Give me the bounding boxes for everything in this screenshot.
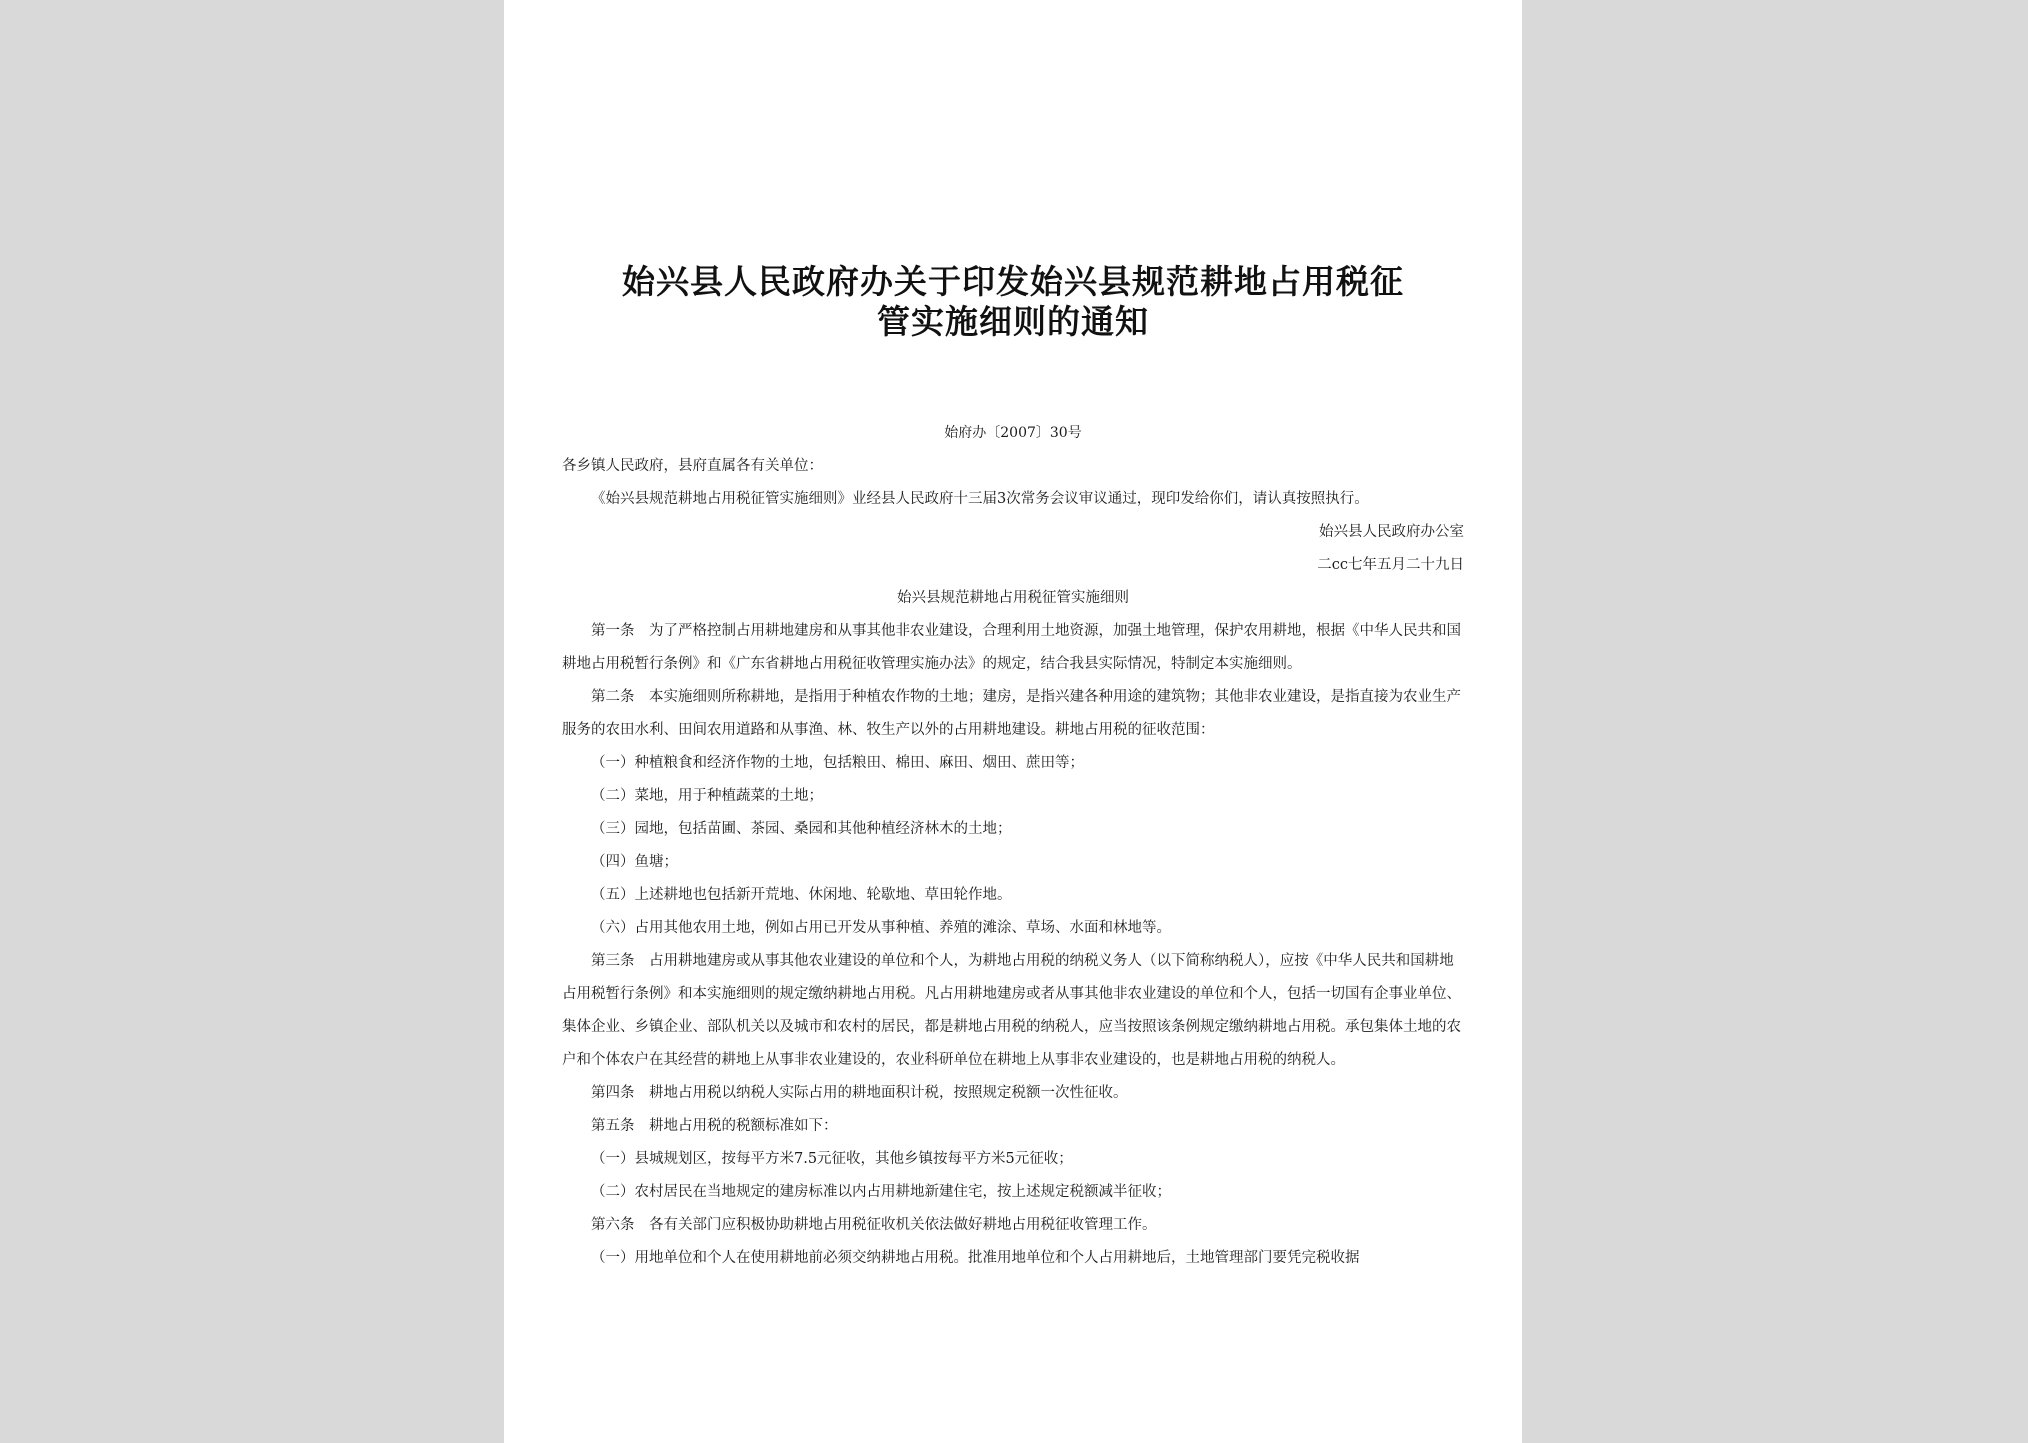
list-item: （三）园地，包括苗圃、茶园、桑园和其他种植经济林木的土地； xyxy=(591,821,1012,837)
list-item: （六）占用其他农用土地，例如占用已开发从事种植、养殖的滩涂、草场、水面和林地等。 xyxy=(591,920,1171,936)
article-paragraph: 第三条 占用耕地建房或从事其他农业建设的单位和个人，为耕地占用税的纳税义务人（以下简称纳税人），应按《中华人民共和国耕地占用税暂行条例》和本实施细则的规定缴纳耕地占用税。凡占用耕地建房或者从事其他非农业建设的单位和个人，包括一切国有企事业单位、集体企业、乡镇企业、部队机关以及城市和农村的居民，都是耕地占用税的纳税人，应当按照该条例规定缴纳耕地占用税。承包集体土地的农户和个体农户在其经营的耕地上从事非农业建设的，农业科研单位在耕地上从事非农业建设的，也是耕地占用税的纳税人。 xyxy=(562,953,1461,1068)
sub-title: 始兴县规范耕地占用税征管实施细则 xyxy=(897,590,1129,606)
list-item: （四）鱼塘； xyxy=(591,854,678,870)
title-line-1: 始兴县人民政府办关于印发始兴县规范耕地占用税征 xyxy=(622,262,1404,301)
article-paragraph: 第四条 耕地占用税以纳税人实际占用的耕地面积计税，按照规定税额一次性征收。 xyxy=(591,1085,1128,1101)
issuer: 始兴县人民政府办公室 xyxy=(1319,524,1464,540)
salutation: 各乡镇人民政府，县府直属各有关单位： xyxy=(562,458,823,474)
document-number: 始府办〔2007〕30号 xyxy=(944,425,1082,441)
article-paragraph: 第五条 耕地占用税的税额标准如下： xyxy=(591,1118,838,1134)
list-item: （五）上述耕地也包括新开荒地、休闲地、轮歇地、草田轮作地。 xyxy=(591,887,1012,903)
list-item: （一）县城规划区，按每平方米7.5元征收，其他乡镇按每平方米5元征收； xyxy=(591,1151,1073,1167)
list-item: （一）用地单位和个人在使用耕地前必须交纳耕地占用税。批准用地单位和个人占用耕地后，土地管理部门要凭完税收据 xyxy=(591,1250,1360,1266)
article-paragraph: 第六条 各有关部门应积极协助耕地占用税征收机关依法做好耕地占用税征收管理工作。 xyxy=(591,1217,1157,1233)
document-body xyxy=(562,450,1464,1275)
article-list xyxy=(562,615,1464,1275)
intro-paragraph: 《始兴县规范耕地占用税征管实施细则》业经县人民政府十三届3次常务会议审议通过，现印发给你们，请认真按照执行。 xyxy=(591,491,1369,507)
title-line-2: 管实施细则的通知 xyxy=(877,302,1149,341)
document-title xyxy=(562,262,1464,342)
issue-date: 二cc七年五月二十九日 xyxy=(1317,557,1464,573)
document-page xyxy=(504,0,1522,1443)
article-paragraph: 第一条 为了严格控制占用耕地建房和从事其他非农业建设，合理利用土地资源，加强土地管理，保护农用耕地，根据《中华人民共和国耕地占用税暂行条例》和《广东省耕地占用税征收管理实施办法》的规定，结合我县实际情况，特制定本实施细则。 xyxy=(562,623,1461,672)
list-item: （一）种植粮食和经济作物的土地，包括粮田、棉田、麻田、烟田、蔗田等； xyxy=(591,755,1084,771)
article-paragraph: 第二条 本实施细则所称耕地，是指用于种植农作物的土地；建房，是指兴建各种用途的建筑物；其他非农业建设，是指直接为农业生产服务的农田水利、田间农用道路和从事渔、林、牧生产以外的占用耕地建设。耕地占用税的征收范围： xyxy=(562,689,1461,738)
list-item: （二）菜地，用于种植蔬菜的土地； xyxy=(591,788,823,804)
list-item: （二）农村居民在当地规定的建房标准以内占用耕地新建住宅，按上述规定税额减半征收； xyxy=(591,1184,1171,1200)
